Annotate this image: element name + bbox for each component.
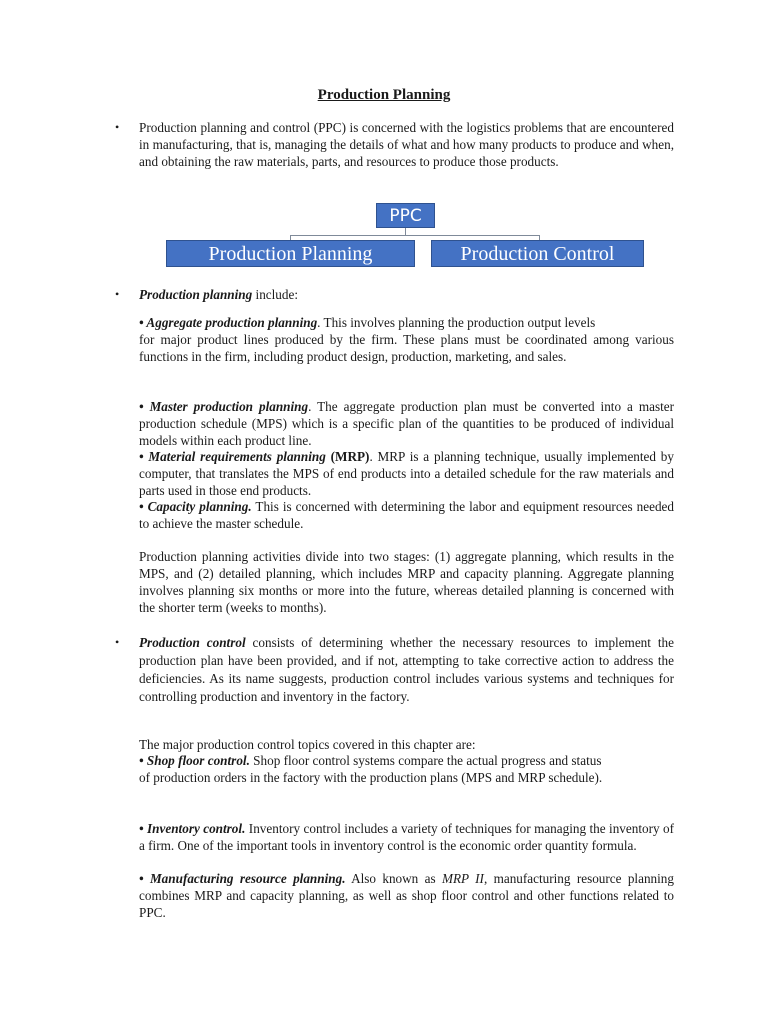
- pp-item-mrp-title: • Material requirements planning: [139, 449, 326, 464]
- pp-item-capacity-title: • Capacity planning.: [139, 499, 252, 514]
- pp-item-mrp-abbr: (MRP): [325, 449, 370, 464]
- pp-heading-rest: include:: [252, 287, 299, 302]
- topics-intro: The major production control topics covered in this chapter are:: [139, 737, 476, 752]
- pc-item-shop-floor-rest: of production orders in the factory with the production plans (MPS and MRP schedule).: [139, 770, 603, 785]
- bullet-marker: •: [115, 287, 120, 301]
- pp-item-aggregate-rest: for major product lines produced by the firm. These plans must be coordinated among various functions in the firm, including product design, production, marketing, and sales.: [139, 332, 674, 364]
- pc-title: Production control: [139, 635, 246, 650]
- pc-item-mrp2-text-b: , manufacturing resource planning combines MRP and capacity planning, as well as shop floor control and other functions related to PPC.: [139, 871, 674, 920]
- pp-item-capacity-text: This is concerned with determining the labor and equipment resources needed to achieve the master schedule.: [139, 499, 675, 531]
- bullet-marker: •: [115, 120, 120, 134]
- diagram-node-production-control: Production Control: [431, 240, 644, 267]
- pc-text: consists of determining whether the necessary resources to implement the production plan have been provided, and if not, attempting to take corrective action to address the deficiencies. As its name suggests, production control includes various systems and techniques for controlling production and inventory in the factory.: [139, 635, 674, 704]
- stages-paragraph: Production planning activities divide into two stages: (1) aggregate planning, which results in the MPS, and (2) detailed planning, which includes MRP and capacity planning. Aggregate planning involves planning six months or more into the future, whereas detailed planning is concerned with the shorter term (weeks to months).: [139, 549, 674, 615]
- pc-item-inventory-text: Inventory control includes a variety of techniques for managing the inventory of a firm. One of the important tools in inventory control is the economic order quantity formula.: [139, 821, 675, 853]
- pp-item-aggregate-title: • Aggregate production planning: [139, 315, 318, 330]
- pp-item-aggregate-line1: . This involves planning the production output levels: [317, 315, 596, 330]
- pc-item-shop-floor-line1: Shop floor control systems compare the actual progress and status: [249, 753, 602, 768]
- pp-item-master-text: . The aggregate production plan must be converted into a master production schedule (MPS) which is a specific plan of the quantities to be produced of individual models within each product line.: [139, 399, 675, 448]
- pc-item-mrp2: [139, 870, 674, 921]
- pc-item-shop-floor-title: • Shop floor control.: [139, 753, 250, 768]
- diagram-node-production-planning: Production Planning: [166, 240, 415, 267]
- pc-item-inventory: [139, 820, 674, 854]
- pp-heading: [139, 286, 674, 303]
- pp-item-capacity: [139, 498, 674, 532]
- pc-item-shop-floor: [139, 752, 674, 786]
- page-title: Production Planning: [317, 87, 451, 103]
- pp-heading-bold: Production planning: [139, 287, 253, 302]
- pp-item-mrp: [139, 448, 674, 499]
- pp-item-master-title: • Master production planning: [139, 399, 309, 414]
- pc-item-mrp2-text-a: Also known as: [345, 871, 442, 886]
- bullet-marker: •: [115, 635, 120, 649]
- intro-paragraph: Production planning and control (PPC) is concerned with the logistics problems that are encountered in manufacturing, that is, managing the details of what and how many products to produce and when, and obtaining the raw materials, parts, and resources to produce those products.: [139, 120, 674, 169]
- diagram-connector-stem: [405, 228, 406, 235]
- pp-item-master: [139, 398, 674, 449]
- pc-item-mrp2-italic: MRP II: [441, 871, 484, 886]
- diagram-root-ppc: PPC: [376, 203, 435, 228]
- pp-item-mrp-text: . MRP is a planning technique, usually implemented by computer, that translates the MPS of end products into a detailed schedule for the raw materials and parts used in those end products.: [139, 449, 674, 498]
- pc-item-mrp2-title: • Manufacturing resource planning.: [139, 871, 346, 886]
- pp-item-aggregate: [139, 314, 674, 365]
- pc-paragraph: [139, 634, 674, 706]
- pc-item-inventory-title: • Inventory control.: [139, 821, 246, 836]
